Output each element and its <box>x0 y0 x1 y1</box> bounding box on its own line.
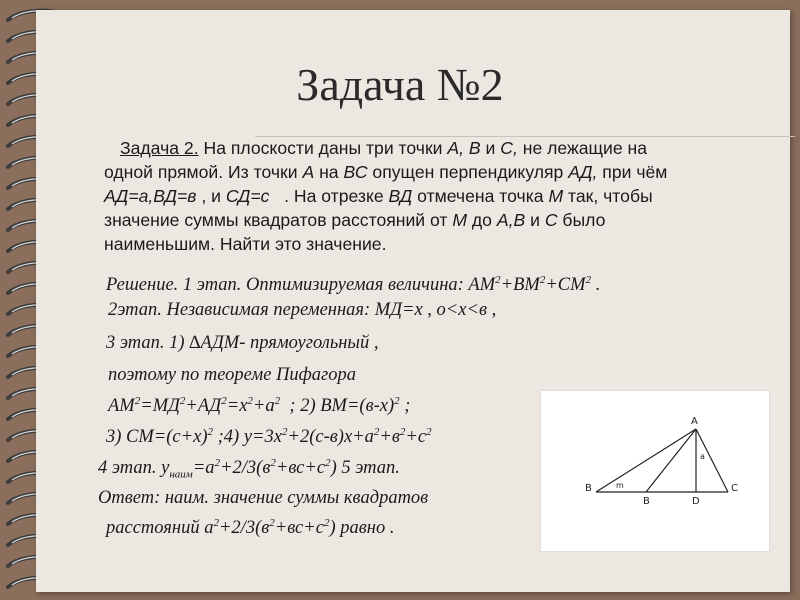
label-m-point: B <box>643 496 650 507</box>
label-m-segment: m <box>616 481 624 490</box>
problem-line-4: значение суммы квадратов расстояний от М до А,В и С было <box>104 210 606 230</box>
solution-line-4: поэтому по теореме Пифагора <box>108 365 357 385</box>
solution-line-1: Решение. 1 этап. Оптимизируемая величина: $АМ^2+ВМ^2+СМ^2$ . <box>106 273 601 295</box>
solution-line-7: 4 этап. $у_{наим}=а^2+2/3(в^2+вс+с^2)$ 5 этап. <box>98 456 400 481</box>
solution-line-2: 2этап. Независимая переменная: МД=х , о<х<в , <box>108 300 497 320</box>
solution-line-5: $АМ^2=МД^2+АД^2=х^2+а^2$ ; 2) $ВМ=(в-х)^2$ ; <box>108 394 411 416</box>
segment-ab <box>596 429 696 492</box>
page-title: Задача №2 <box>296 59 504 110</box>
problem-line-3: АД=а,ВД=в , и СД=с . На отрезке ВД отмечена точка М так, чтобы <box>104 186 653 206</box>
solution-line-6: 3) $СМ=(с+х)^2$ ;4) $у=3х^2+2(с-в)х+а^2+в^2+с^2$ <box>106 425 432 447</box>
triangle-diagram <box>541 391 769 551</box>
label-b: B <box>585 483 592 494</box>
problem-line-1: Задача 2. На плоскости даны три точки А, В и С, не лежащие на <box>120 138 648 158</box>
problem-label: Задача 2. <box>120 138 199 158</box>
triangle-figure <box>540 390 770 552</box>
solution-line-8: Ответ: наим. значение суммы квадратов <box>98 488 429 508</box>
solution-line-9: расстояний $а^2+2/3(в^2+вс+с^2)$ равно . <box>106 516 395 538</box>
label-a: A <box>691 416 698 427</box>
solution-line-3: 3 этап. 1) ∆АДМ- прямоугольный , <box>106 333 379 353</box>
label-d: D <box>692 496 700 507</box>
problem-line-5: наименьшим. Найти это значение. <box>104 234 387 254</box>
segment-am <box>646 429 696 492</box>
problem-line-2: одной прямой. Из точки А на ВС опущен перпендикуляр АД, при чём <box>104 162 668 182</box>
label-a-segment: a <box>700 452 705 461</box>
label-c: C <box>731 483 738 494</box>
problem-statement <box>104 136 774 256</box>
